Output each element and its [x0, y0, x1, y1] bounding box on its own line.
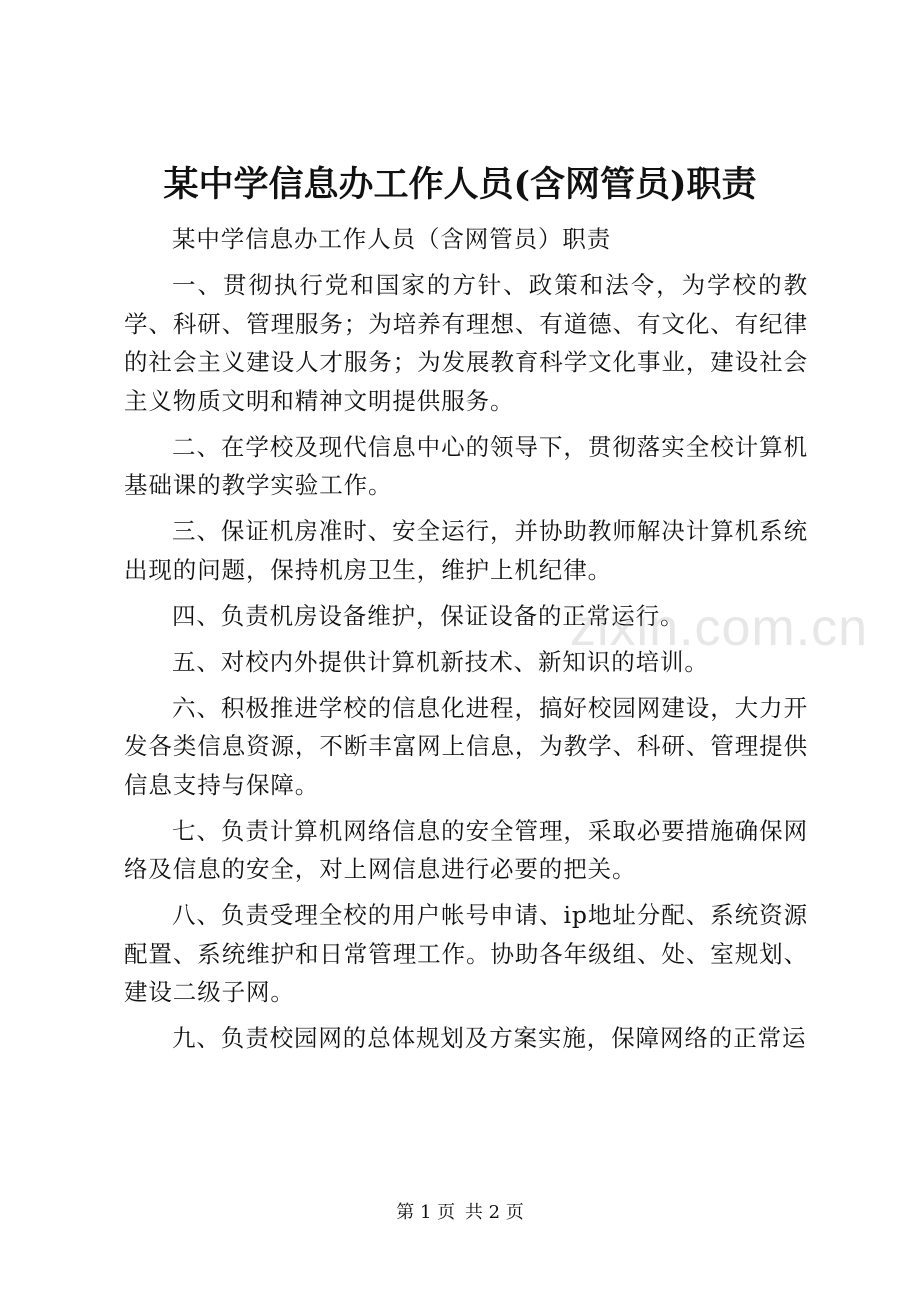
- paragraph-9: 九、负责校园网的总体规划及方案实施，保障网络的正常运: [172, 1024, 807, 1052]
- page-footer: [0, 1201, 920, 1225]
- paragraph-4: 四、负责机房设备维护，保证设备的正常运行。: [172, 601, 685, 630]
- watermark: zixin.com.cn: [570, 599, 869, 657]
- paragraph-6: 六、积极推进学校的信息化进程，搞好校园网建设，大力开发各类信息资源，不断丰富网上信息，为教学、科研、管理提供信息支持与保障。: [124, 693, 808, 799]
- document-title: 某中学信息办工作人员(含网管员)职责: [163, 164, 757, 205]
- paragraph-subtitle: 某中学信息办工作人员（含网管员）职责: [172, 225, 612, 253]
- paragraph-8: 八、负责受理全校的用户帐号申请、ip地址分配、系统资源配置、系统维护和日常管理工作。协助各年级组、处、室规划、建设二级子网。: [124, 901, 808, 1006]
- paragraph-1: 一、贯彻执行党和国家的方针、政策和法令，为学校的教学、科研、管理服务；为培养有理想、有道德、有文化、有纪律的社会主义建设人才服务；为发展教育科学文化事业，建设社会主义物质文明和精神文明提供服务。: [124, 271, 808, 415]
- page-total: 共 2 页: [464, 1202, 524, 1223]
- paragraph-2: 二、在学校及现代信息中心的领导下，贯彻落实全校计算机基础课的教学实验工作。: [124, 432, 808, 499]
- document-body: [124, 220, 808, 1065]
- page-number: 第 1 页: [396, 1202, 456, 1223]
- paragraph-3: 三、保证机房准时、安全运行，并协助教师解决计算机系统出现的问题，保持机房卫生，维护上机纪律。: [124, 517, 808, 584]
- paragraph-5: 五、对校内外提供计算机新技术、新知识的培训。: [172, 647, 709, 676]
- paragraph-7: 七、负责计算机网络信息的安全管理，采取必要措施确保网络及信息的安全，对上网信息进行必要的把关。: [124, 816, 808, 883]
